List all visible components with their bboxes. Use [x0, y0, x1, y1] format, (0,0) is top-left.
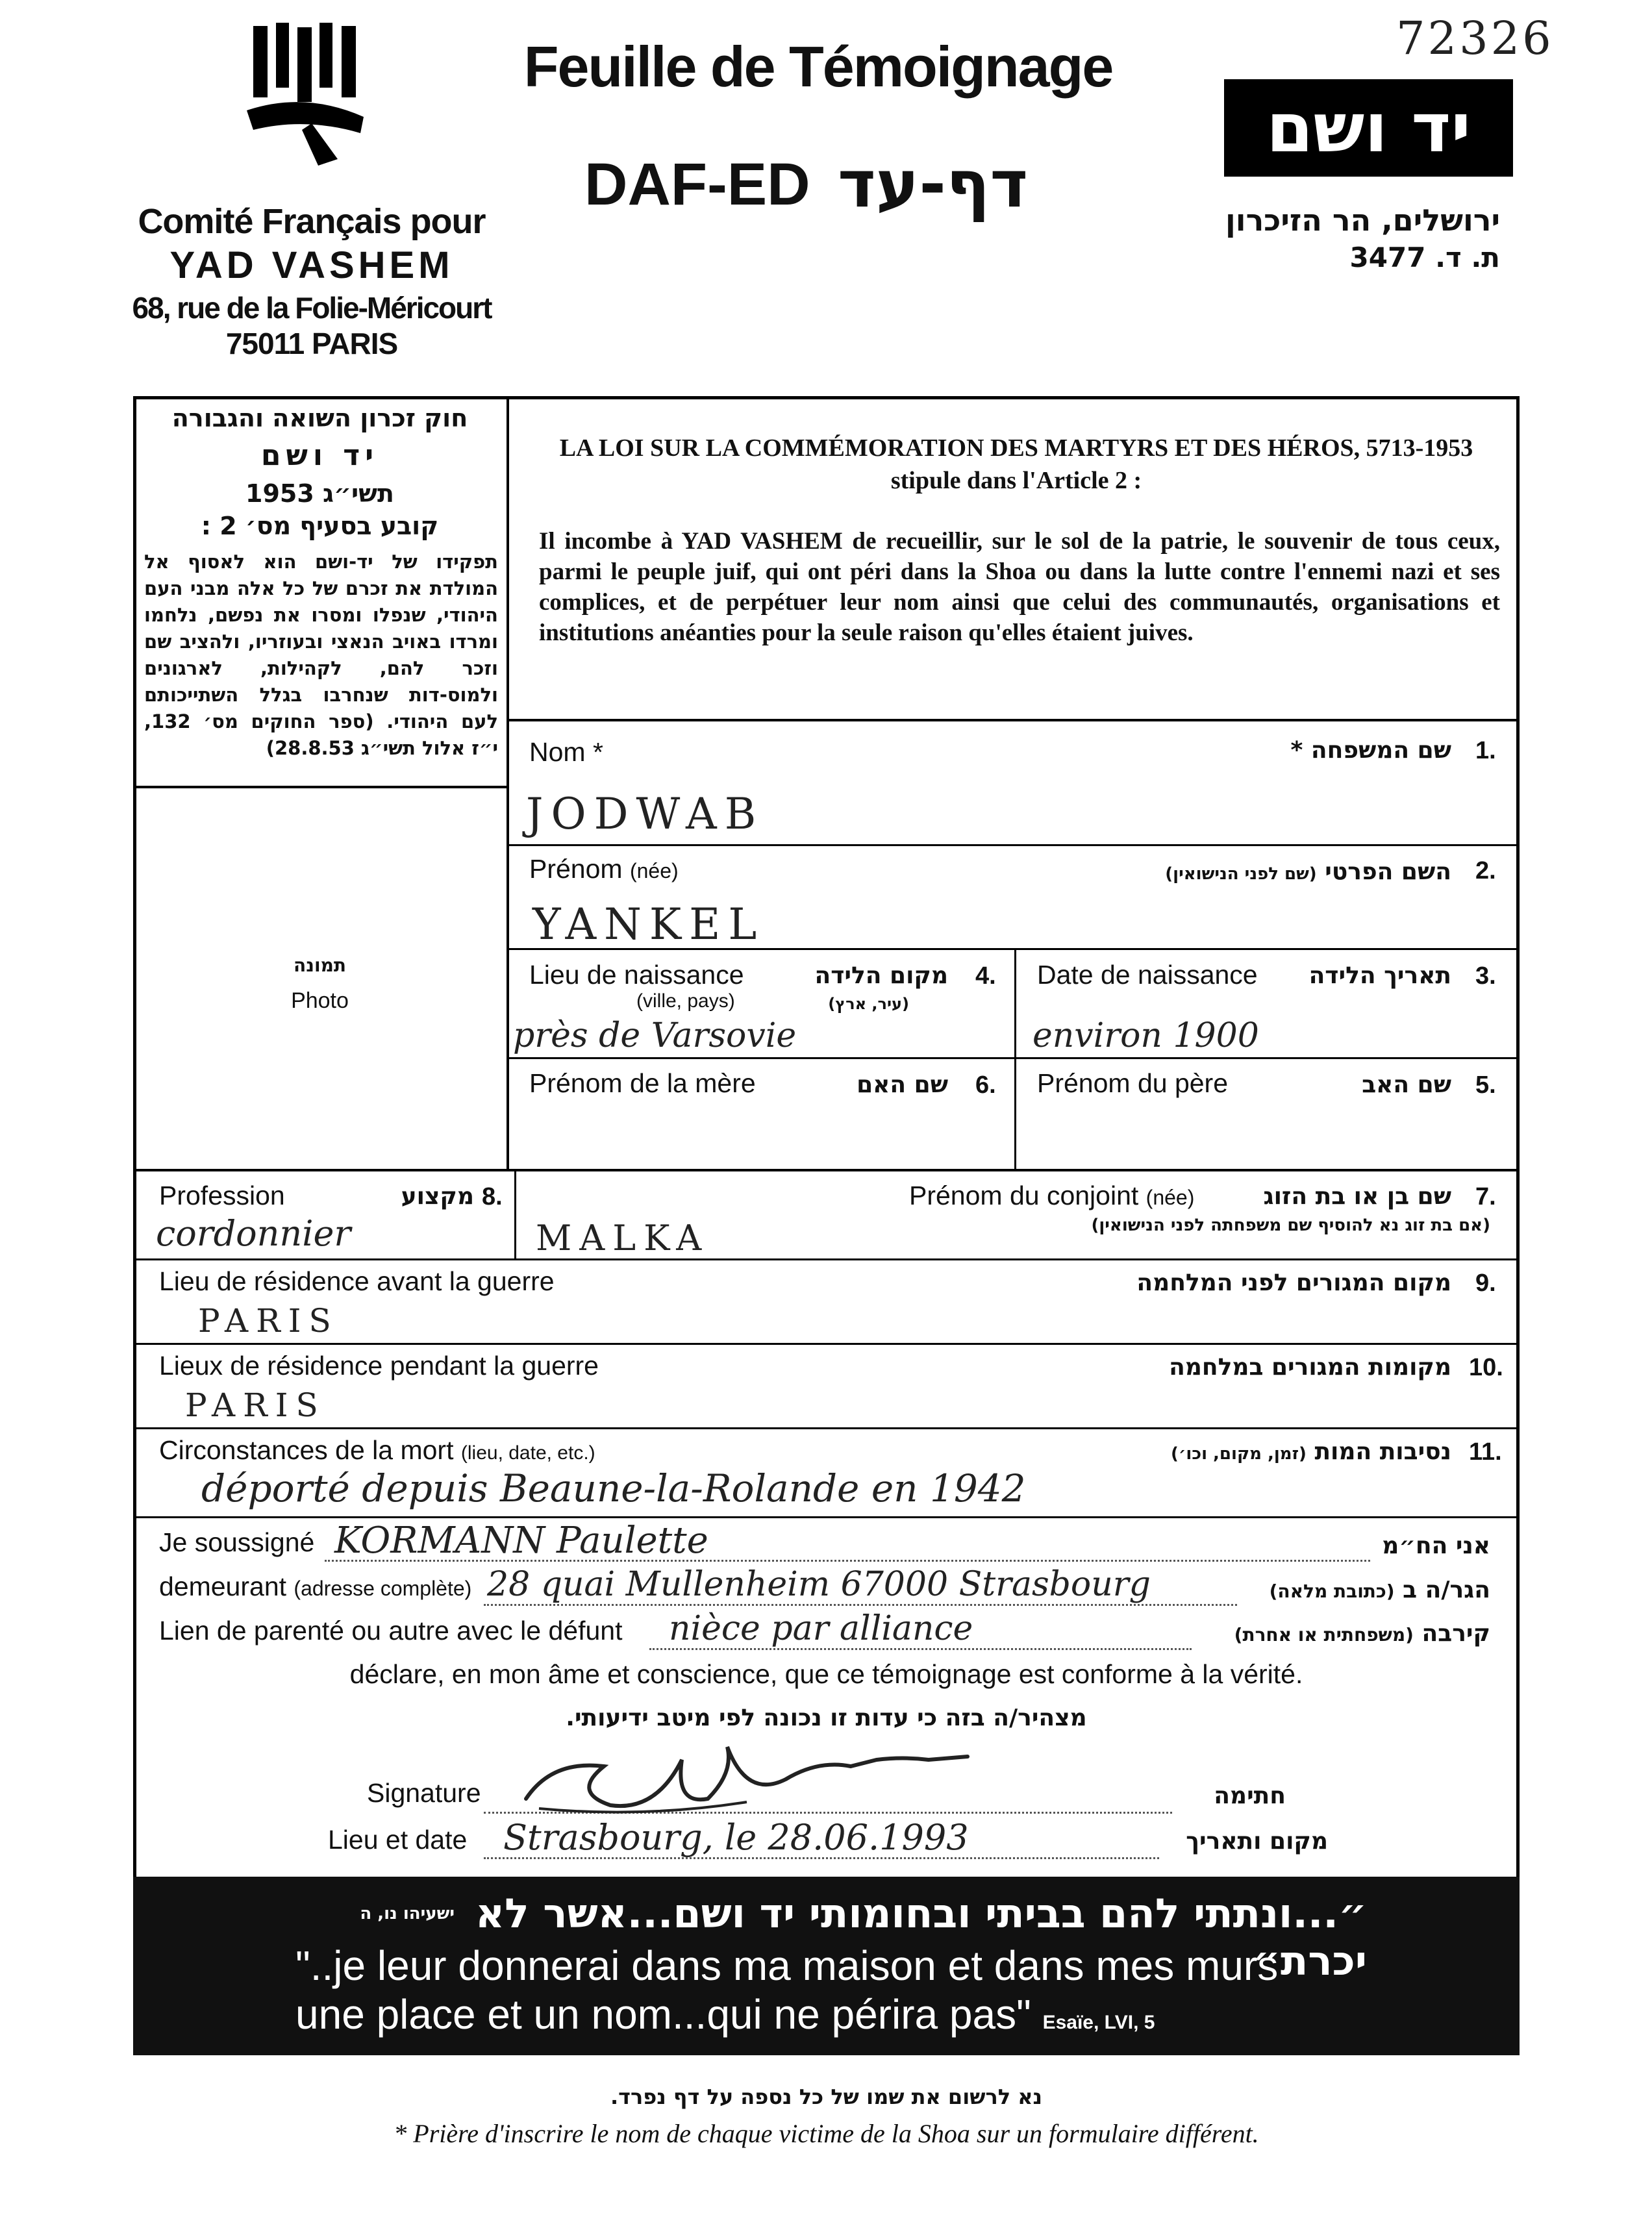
banner-french-line1: "..je leur donnerai dans ma maison et dans mes murs: [295, 1942, 1279, 1989]
law-french-title: LA LOI SUR LA COMMÉMORATION DES MARTYRS ET DES HÉROS, 5713-1953: [559, 434, 1473, 462]
banner-french-line2: une place et un nom...qui ne périra pas" Esaïe, LVI, 5: [295, 1991, 1155, 2038]
declaration-statement: déclare, en mon âme et conscience, que ce témoignage est conforme à la vérité.: [349, 1659, 1303, 1689]
committee-line1: Comité Français pour: [138, 202, 486, 241]
form-subtitle-latin: DAF-ED: [584, 151, 810, 218]
birthplace-label-small: (ville, pays): [636, 990, 735, 1012]
declaration-statement-hebrew: מצהיר/ה בזה כי עדות זו נכונה לפי מיטב ידיעותי.: [566, 1705, 1087, 1731]
birthdate-num: 3.: [1475, 962, 1496, 990]
address-label-hebrew: הגר/ה ב (כתובת מלאה): [1269, 1577, 1490, 1603]
nom-num: 1.: [1475, 737, 1496, 764]
spouse-label-hebrew-small: (אם בת זוג נא להוסיף שם משפחתה לפני הנישואין): [1091, 1216, 1490, 1235]
birthdate-label-hebrew: תאריך הלידה: [1308, 962, 1451, 989]
yad-vashem-logo: יד ושם: [1224, 79, 1513, 177]
law-hebrew-title2: יד ושם: [260, 439, 379, 472]
place-date-value[interactable]: Strasbourg, le 28.06.1993: [503, 1817, 969, 1858]
place-date-label: Lieu et date: [328, 1825, 468, 1855]
relationship-label: Lien de parenté ou autre avec le défunt: [159, 1616, 623, 1646]
birthplace-num: 4.: [975, 962, 996, 990]
file-number: 72326: [1396, 12, 1554, 65]
form-title: Feuille de Témoignage: [523, 34, 1113, 99]
signature-label-hebrew: חתימה: [1214, 1783, 1286, 1809]
photo-label-hebrew: תמונה: [294, 955, 346, 976]
prenom-label: Prénom (née): [529, 854, 679, 884]
footer-note: * Prière d'inscrire le nom de chaque victime de la Shoa sur un formulaire différent.: [394, 2119, 1259, 2148]
banner-hebrew: ״...ונתתי להם בביתי ובחומותי יד ושם...אשר לא יכרת״: [475, 1890, 1367, 1984]
jerusalem-address2: ת. ד. 3477: [1349, 242, 1500, 273]
place-date-label-hebrew: מקום ותאריך: [1186, 1828, 1328, 1855]
spouse-num: 7.: [1475, 1183, 1496, 1210]
father-label: Prénom du père: [1037, 1068, 1229, 1098]
banner-hebrew-ref: ישעיהו נו, ה: [360, 1904, 455, 1923]
mother-num: 6.: [975, 1071, 996, 1099]
relationship-label-hebrew: קירבה (משפחתית או אחרת): [1234, 1620, 1490, 1647]
nom-label-hebrew: שם המשפחה *: [1290, 737, 1451, 764]
committee-address1: 68, rue de la Folie-Méricourt: [132, 291, 492, 325]
signature-mark[interactable]: [513, 1721, 981, 1825]
spouse-label: Prénom du conjoint (née): [909, 1181, 1195, 1210]
spouse-value[interactable]: MALKA: [536, 1218, 710, 1258]
father-num: 5.: [1475, 1071, 1496, 1099]
law-hebrew-title1: חוק זכרון השואה והגבורה: [171, 404, 468, 432]
death-circumstances-value[interactable]: déporté depuis Beaune-la-Rolande en 1942: [201, 1466, 1026, 1510]
death-circumstances-label: Circonstances de la mort (lieu, date, etc.): [159, 1435, 595, 1465]
nom-value[interactable]: JODWAB: [526, 789, 764, 839]
law-french-subtitle: stipule dans l'Article 2 :: [890, 467, 1142, 494]
address-value[interactable]: 28 quai Mullenheim 67000 Strasbourg: [487, 1565, 1151, 1604]
profession-label-hebrew: מקצוע: [401, 1183, 474, 1210]
mother-label-hebrew: שם האם: [857, 1071, 948, 1098]
birthdate-label: Date de naissance: [1037, 960, 1258, 990]
photo-label: Photo: [291, 988, 349, 1013]
prenom-value[interactable]: YANKEL: [532, 899, 765, 949]
prenom-num: 2.: [1475, 857, 1496, 884]
residence-during-num: 10.: [1469, 1354, 1503, 1381]
signature-label: Signature: [367, 1778, 481, 1808]
residence-before-label-hebrew: מקום המגורים לפני המלחמה: [1136, 1270, 1451, 1296]
relationship-value[interactable]: nièce par alliance: [669, 1609, 973, 1648]
spouse-label-hebrew: שם בן או בת הזוג: [1263, 1183, 1451, 1210]
death-circumstances-label-hebrew: נסיבות המות (זמן, מקום, וכו׳): [1171, 1438, 1451, 1465]
undersigned-label-hebrew: אני הח״מ: [1382, 1533, 1490, 1559]
birthplace-label-hebrew-small: (עיר, ארץ): [828, 995, 909, 1013]
prenom-label-hebrew: השם הפרטי (שם לפני הנישואין): [1165, 858, 1451, 885]
birthplace-label-hebrew: מקום הלידה: [814, 962, 948, 989]
death-circumstances-num: 11.: [1469, 1438, 1502, 1466]
residence-before-num: 9.: [1475, 1270, 1496, 1297]
residence-before-value[interactable]: PARIS: [198, 1302, 339, 1340]
birthdate-value[interactable]: environ 1900: [1032, 1016, 1259, 1055]
form-subtitle-hebrew: דף-עד: [838, 146, 1029, 222]
birthplace-label: Lieu de naissance: [529, 960, 744, 990]
mother-label: Prénom de la mère: [529, 1068, 756, 1098]
nom-label: Nom *: [529, 737, 603, 767]
address-label: demeurant (adresse complète): [159, 1571, 472, 1601]
undersigned-value[interactable]: KORMANN Paulette: [334, 1520, 708, 1562]
footer-note-hebrew: נא לרשום את שמו של כל נספה על דף נפרד.: [610, 2084, 1043, 2109]
profession-label: Profession: [159, 1181, 285, 1210]
residence-before-label: Lieu de résidence avant la guerre: [159, 1266, 555, 1296]
residence-during-label: Lieux de résidence pendant la guerre: [159, 1351, 599, 1381]
profession-num: 8.: [482, 1183, 503, 1210]
menorah-logo-icon: [240, 19, 370, 169]
birthplace-value[interactable]: près de Varsovie: [513, 1016, 797, 1055]
residence-during-label-hebrew: מקומות המגורים במלחמה: [1169, 1354, 1451, 1381]
committee-address2: 75011 PARIS: [225, 327, 398, 360]
profession-value[interactable]: cordonnier: [156, 1213, 351, 1254]
committee-line2: YAD VASHEM: [169, 244, 454, 286]
undersigned-label: Je soussigné: [159, 1527, 315, 1557]
residence-during-value[interactable]: PARIS: [185, 1386, 326, 1424]
law-hebrew-title3: תשי״ג 1953: [245, 479, 394, 508]
law-french-body: Il incombe à YAD VASHEM de recueillir, sur le sol de la patrie, le souvenir de tous ceux, parmi le peuple juif, qui ont péri dans la Shoa ou dans la lutte contre l'ennemi nazi et ses complices, et de perpétuer leur nom ainsi que celui des communautés, organisations et institutions anéanties pour la seule raison qu'elles étaient juives.: [539, 528, 1500, 646]
law-hebrew-title4: קובע בסעיף מס׳ 2 :: [201, 512, 439, 540]
father-label-hebrew: שם האב: [1362, 1071, 1451, 1098]
law-hebrew-body: תפקידו של יד-ושם הוא לאסוף אל המולדת את זכרם של כל אלה מבני העם היהודי, שנפלו ומסרו את נפשם, נלחמו ומרדו באויב הנאצי ובעוזריו, ולהציב שם וזכר להם, לקהילות, לארגונים ולמוס-דות שנחרבו בגלל השתייכותם לעם היהודי. (ספר החוקים מס׳ 132, י״ז אלול תשי״ג 28.8.53): [144, 551, 498, 759]
jerusalem-address1: ירושלים, הר הזיכרון: [1225, 203, 1500, 238]
